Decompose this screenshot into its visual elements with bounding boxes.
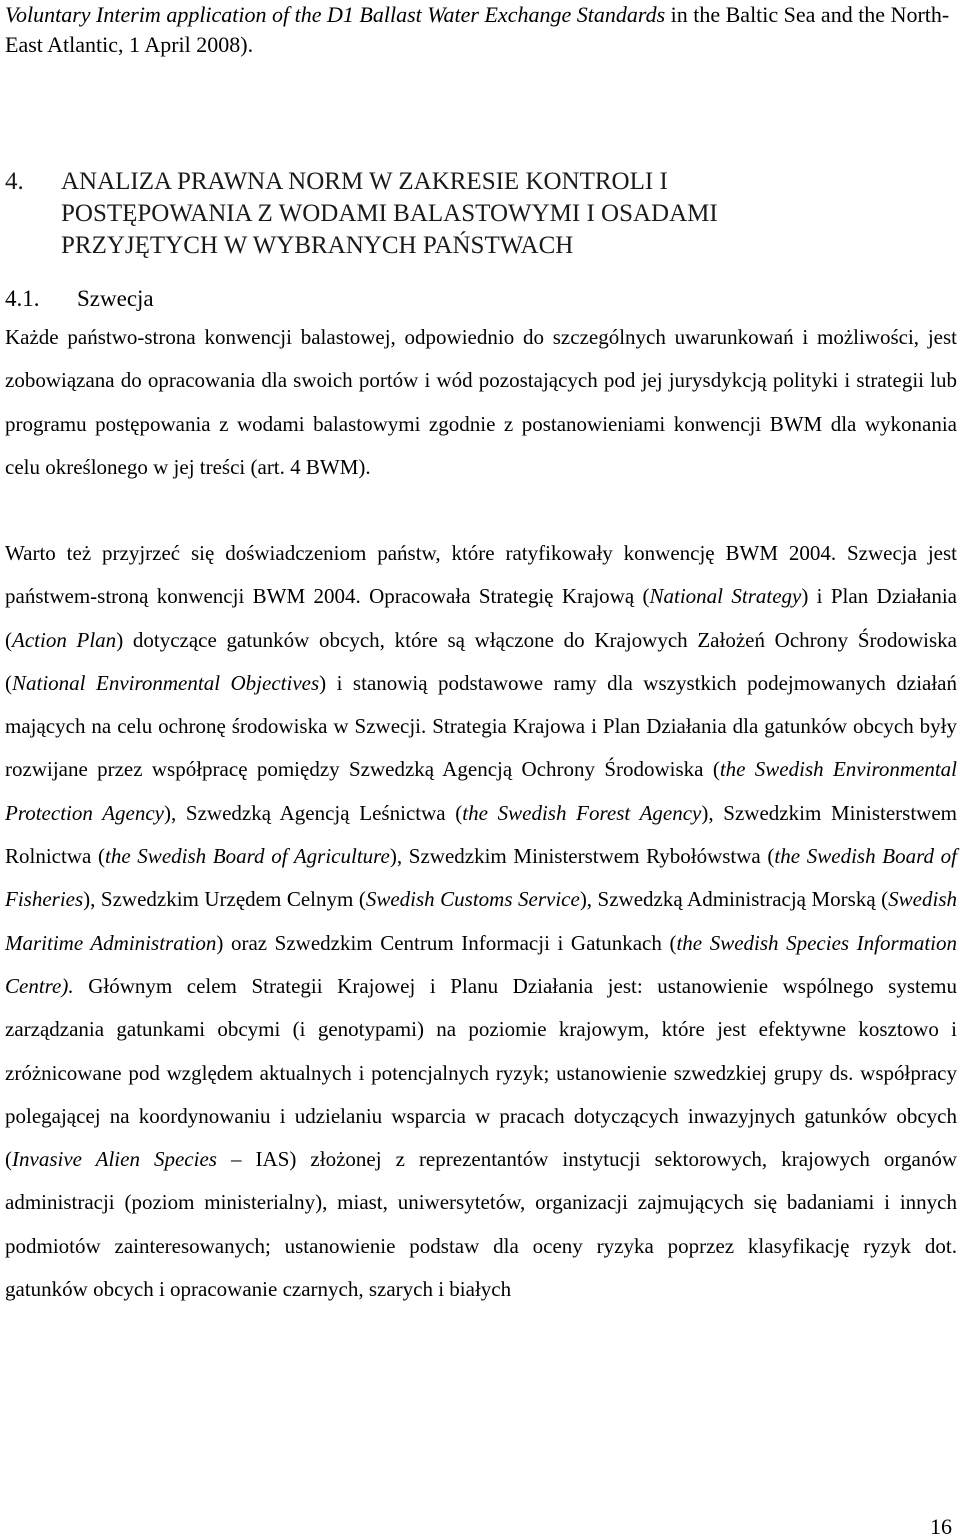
p2-italic: National Strategy (649, 584, 802, 609)
p2-text: ) i stanowią podstawowe ramy dla wszystkich podejmowanych działań mających na celu ochronę środowiska w Szwecji. Strategia Krajowa i Plan Działania dla gatunków obcych były rozwijane przez współpracę pomiędzy Szwedzką Agencją Ochrony Środowiska ( (5, 670, 957, 782)
p2-italic: the Swedish Board of Agriculture (104, 844, 390, 869)
heading-line-3: PRZYJĘTYCH W WYBRANYCH PAŃSTWACH (61, 232, 574, 259)
p2-text: ) oraz Szwedzkim Centrum Informacji i Gatunkach ( (216, 930, 677, 955)
heading-line-1 (5, 166, 945, 198)
p2-italic: the Swedish Forest Agency (462, 800, 702, 825)
intro-italic: Voluntary Interim application of the D1 Ballast Water Exchange Standards (5, 2, 666, 27)
p2-text: ), Szwedzką Agencją Leśnictwa ( (163, 800, 463, 825)
p2-italic: the Swedish Species Information Centre). (5, 930, 957, 998)
p2-italic: Action Plan (12, 627, 117, 652)
p2-text: ), Szwedzkim Urzędem Celnym ( (83, 887, 366, 912)
p2-italic: the Swedish Environmental Protection Agency (5, 757, 957, 825)
p2-text: Warto też przyjrzeć się doświadczeniom państw, które ratyfikowały konwencję BWM 2004. Szwecja jest państwem-stroną konwencji BWM 2004. Opracowała Strategię Krajową ( (5, 541, 957, 609)
heading-number: 4. (5, 168, 24, 195)
p2-text: ) dotyczące gatunków obcych, które są włączone do Krajowych Założeń Ochrony Środowiska ( (5, 627, 958, 695)
p2-text: ), Szwedzkim Ministerstwem Rolnictwa ( (5, 800, 957, 869)
section-heading (5, 166, 945, 262)
p2-italic: Swedish Maritime Administration (5, 887, 957, 955)
p2-italic: National Environmental Objectives (12, 670, 320, 695)
p2-text: ), Szwedzkim Ministerstwem Rybołówstwa ( (389, 844, 775, 869)
heading-line-2: POSTĘPOWANIA Z WODAMI BALASTOWYMI I OSADAMI (61, 200, 718, 227)
paragraph-1: Każde państwo-strona konwencji balastowej, odpowiednio do szczególnych uwarunkowań i możliwości, jest zobowiązana do opracowania dla swoich portów i wód pozostających pod jej jurysdykcją polityki i strategii lub programu postępowania z wodami balastowymi zgodnie z postanowieniami konwencji BWM dla wykonania celu określonego w jej treści (art. 4 BWM). (5, 325, 957, 479)
p2-text: ) i Plan Działania ( (5, 584, 957, 652)
heading-text-1: ANALIZA PRAWNA NORM W ZAKRESIE KONTROLI I (61, 168, 668, 195)
p2-text: Głównym celem Strategii Krajowej i Planu Działania jest: ustanowienie wspólnego systemu zarządzania gatunkami obcymi (i genotypami) na poziomie krajowym, które jest efektywne kosztowo i zróżnicowane pod względem aktualnych i potencjalnych ryzyk; ustanowienie szwedzkiej grupy ds. współpracy polegającej na koordynowaniu i udzielaniu wsparcia w pracach dotyczących inwazyjnych gatunków obcych ( (5, 973, 957, 1172)
intro-text (5, 0, 957, 60)
subsection-heading (5, 284, 154, 314)
subsection-title: Szwecja (77, 286, 154, 311)
p2-text: – IAS) złożonej z reprezentantów instytucji sektorowych, krajowych organów administracji (poziom ministerialny), miast, uniwersytetów, organizacji zajmujących się badaniami i innych podmiotów zainteresowanych; ustanowienie podstaw dla oceny ryzyka poprzez klasyfikację ryzyk dot. gatunków obcych i opracowanie czarnych, szarych i białych (5, 1147, 957, 1302)
page-number: 16 (930, 1514, 952, 1539)
p2-italic: Swedish Customs Service (365, 887, 580, 912)
p2-italic: the Swedish Board of Fisheries (5, 844, 957, 912)
p2-text: ), Szwedzką Administracją Morską ( (579, 887, 889, 912)
intro-rest: in the Baltic Sea and the North-East Atlantic, 1 April 2008). (5, 2, 950, 57)
p2-italic: Invasive Alien Species (12, 1147, 217, 1172)
paragraph-2 (5, 532, 957, 1311)
subsection-number: 4.1. (5, 286, 40, 311)
